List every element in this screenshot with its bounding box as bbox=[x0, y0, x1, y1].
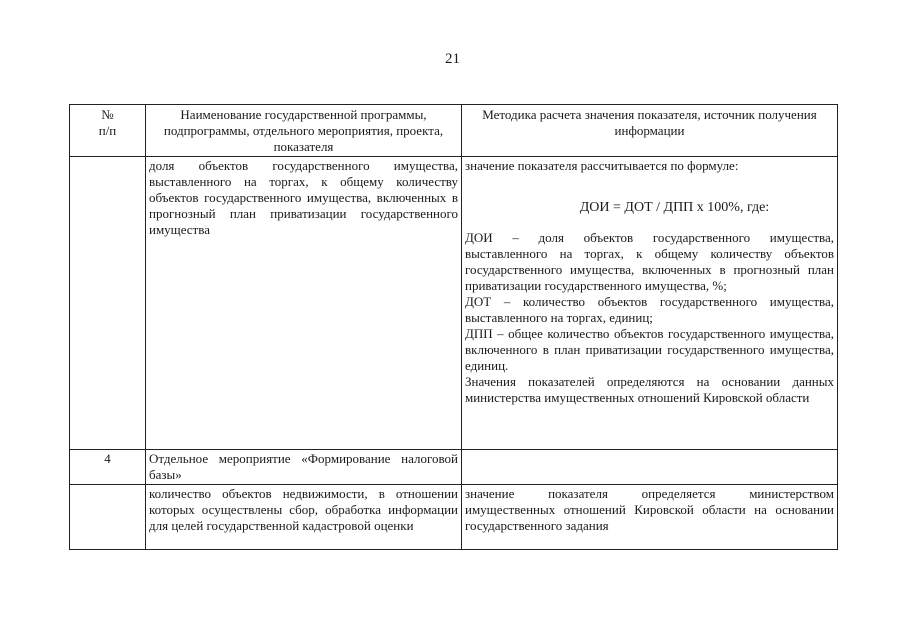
header-number: № п/п bbox=[70, 105, 146, 157]
method-cell bbox=[462, 450, 838, 485]
event-name-text: Отдельное мероприятие «Формирование налоговой базы» bbox=[149, 451, 458, 482]
formula: ДОИ = ДОТ / ДПП х 100%, где: bbox=[579, 200, 770, 215]
indicator-name bbox=[146, 485, 462, 550]
method-cell bbox=[462, 485, 838, 550]
indicator-table bbox=[69, 104, 838, 550]
definition-dot: ДОТ – количество объектов государственного имущества, выставленного на торгах, единиц; bbox=[465, 294, 834, 325]
row-number bbox=[70, 157, 146, 450]
row-number bbox=[70, 485, 146, 550]
table-row bbox=[70, 485, 838, 550]
header-name: Наименование государственной программы, подпрограммы, отдельного мероприятия, проекта, показателя bbox=[146, 105, 462, 157]
table-header-row bbox=[70, 105, 838, 157]
method-intro: значение показателя рассчитывается по формуле: bbox=[465, 158, 739, 173]
definition-doi: ДОИ – доля объектов государственного имущества, выставленного на торгах, к общему количеству объектов государственного имущества, включенных в прогнозный план приватизации государственного имущества, %; bbox=[465, 230, 834, 293]
page-number: 21 bbox=[445, 51, 460, 67]
event-name bbox=[146, 450, 462, 485]
row-number: 4 bbox=[70, 450, 146, 485]
method-text: значение показателя определяется министерством имущественных отношений Кировской области на основании государственного задания bbox=[465, 486, 834, 533]
data-source-note: Значения показателей определяются на основании данных министерства имущественных отношений Кировской области bbox=[465, 374, 834, 405]
definition-dpp: ДПП – общее количество объектов государственного имущества, включенного в план приватизации государственного имущества, единиц. bbox=[465, 326, 834, 373]
table-row bbox=[70, 450, 838, 485]
method-cell bbox=[462, 157, 838, 450]
indicator-name bbox=[146, 157, 462, 450]
indicator-name-text: количество объектов недвижимости, в отношении которых осуществлены сбор, обработка информации для целей государственной кадастровой оценки bbox=[149, 486, 458, 533]
indicator-name-text: доля объектов государственного имущества, выставленного на торгах, к общему количеству объектов государственного имущества, включенных в прогнозный план приватизации государственного имущества bbox=[149, 158, 458, 237]
header-method: Методика расчета значения показателя, источник получения информации bbox=[462, 105, 838, 157]
table-row bbox=[70, 157, 838, 450]
